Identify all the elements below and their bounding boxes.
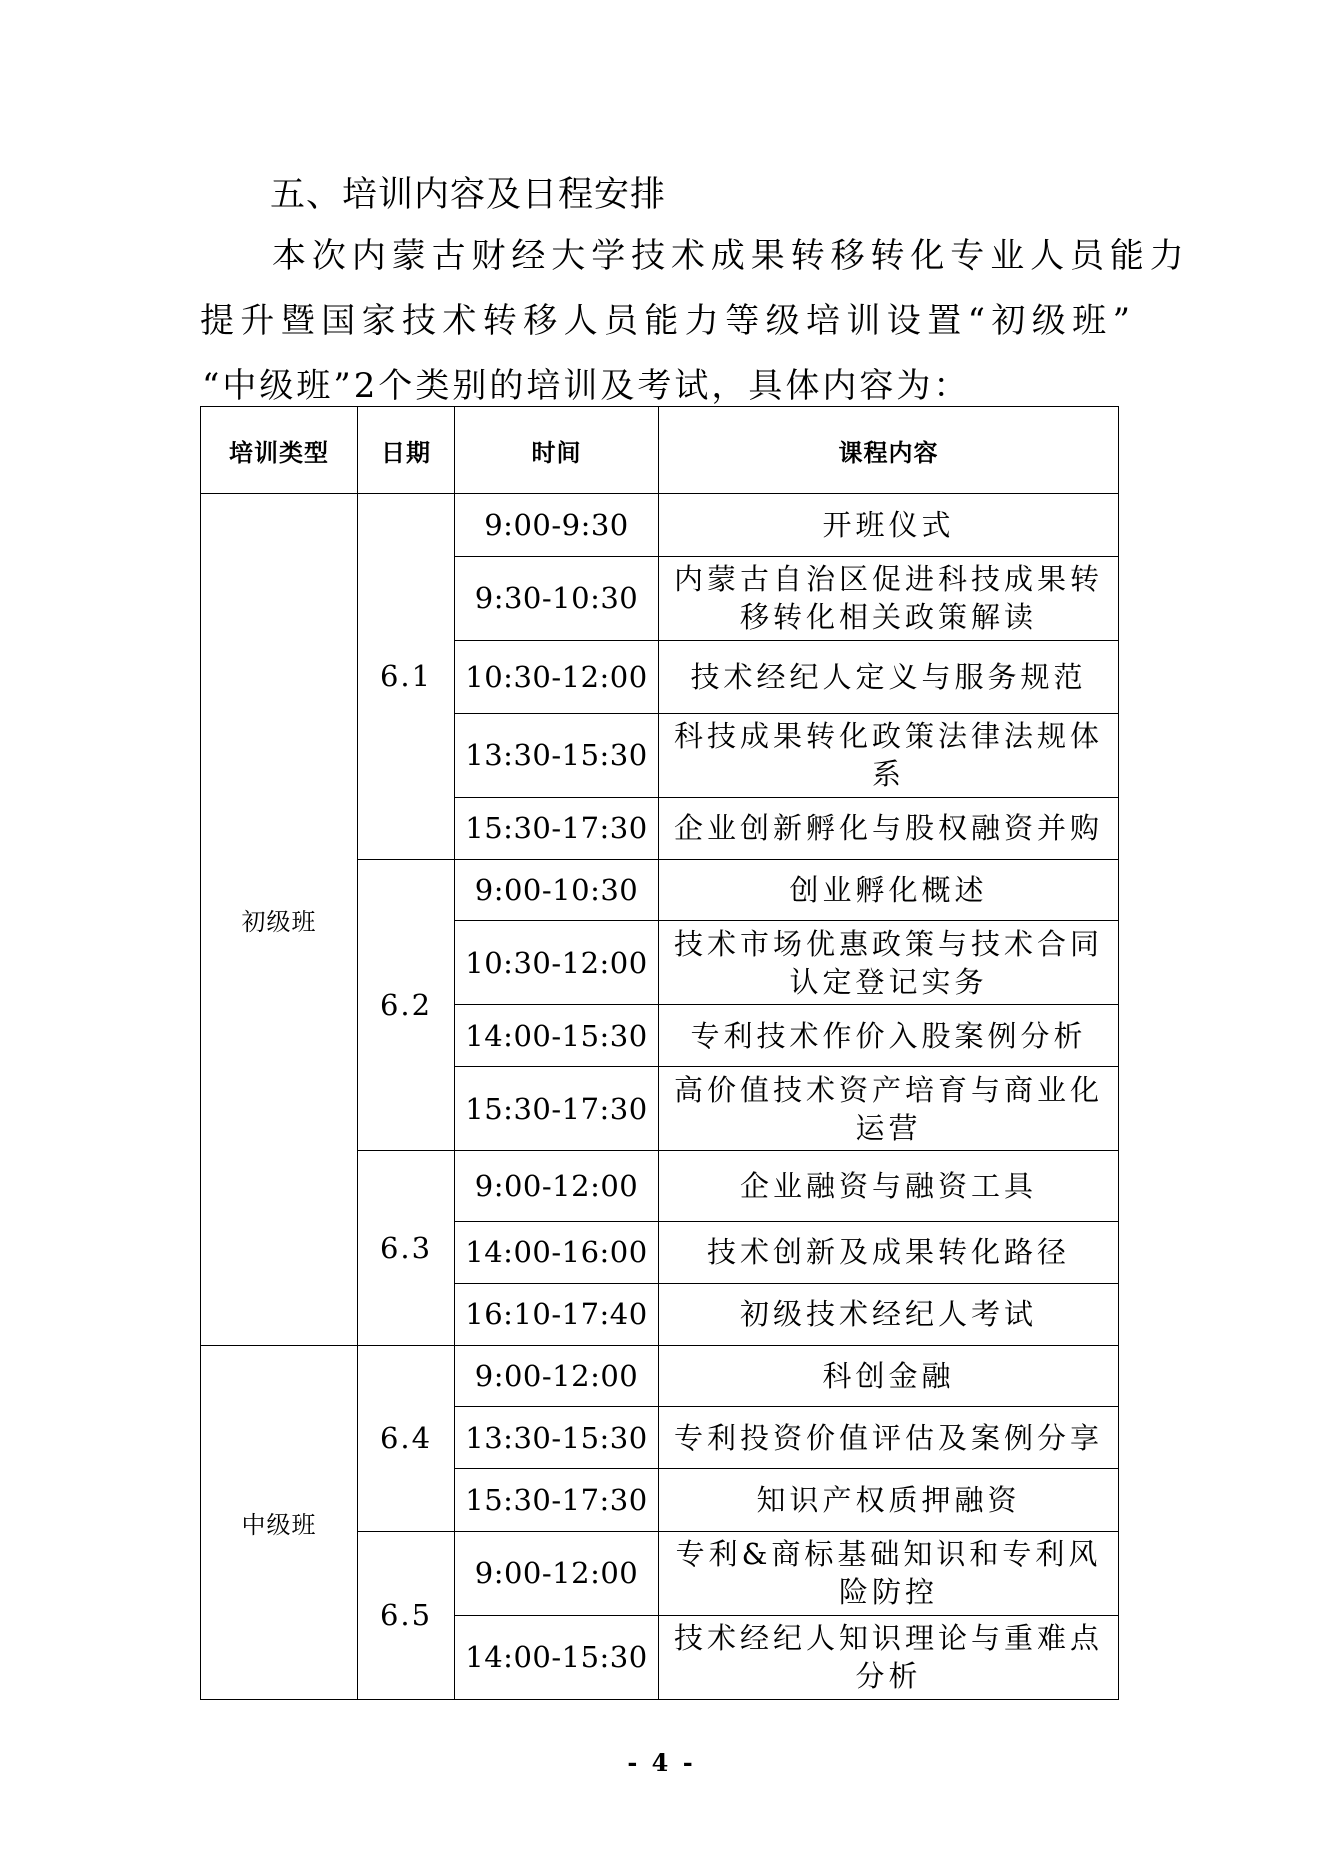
category-cell: 中级班 — [201, 1345, 358, 1700]
time-cell: 9:30-10:30 — [455, 556, 659, 640]
time-cell: 9:00-12:00 — [455, 1345, 659, 1407]
course-cell: 创业孵化概述 — [659, 859, 1119, 921]
header-time: 时间 — [455, 407, 659, 494]
date-cell: 6.4 — [358, 1345, 455, 1531]
intro-line-3: “中级班”2个类别的培训及考试，具体内容为： — [202, 366, 971, 406]
date-cell: 6.2 — [358, 859, 455, 1151]
intro-line-1: 本次内蒙古财经大学技术成果转移转化专业人员能力 — [272, 236, 1190, 276]
time-cell: 9:00-12:00 — [455, 1531, 659, 1615]
time-cell: 10:30-12:00 — [455, 921, 659, 1005]
course-cell: 企业创新孵化与股权融资并购 — [659, 797, 1119, 859]
table-header-row — [201, 407, 1119, 494]
header-training-type: 培训类型 — [201, 407, 358, 494]
date-cell: 6.3 — [358, 1151, 455, 1345]
time-cell: 13:30-15:30 — [455, 1407, 659, 1469]
intro-line-2: 提升暨国家技术转移人员能力等级培训设置“初级班” — [200, 301, 1137, 341]
course-cell: 专利&商标基础知识和专利风险防控 — [659, 1531, 1119, 1615]
time-cell: 15:30-17:30 — [455, 1067, 659, 1151]
time-cell: 9:00-9:30 — [455, 494, 659, 557]
course-cell: 开班仪式 — [659, 494, 1119, 557]
course-cell: 技术市场优惠政策与技术合同认定登记实务 — [659, 921, 1119, 1005]
training-schedule-table — [200, 406, 1119, 1700]
time-cell: 9:00-10:30 — [455, 859, 659, 921]
time-cell: 14:00-15:30 — [455, 1005, 659, 1067]
course-cell: 知识产权质押融资 — [659, 1469, 1119, 1532]
course-cell: 内蒙古自治区促进科技成果转移转化相关政策解读 — [659, 556, 1119, 640]
table-row — [201, 1345, 1119, 1407]
course-cell: 专利投资价值评估及案例分享 — [659, 1407, 1119, 1469]
course-cell: 技术经纪人定义与服务规范 — [659, 640, 1119, 713]
page-number: - 4 - — [627, 1748, 696, 1777]
category-cell: 初级班 — [201, 494, 358, 1346]
time-cell: 14:00-15:30 — [455, 1615, 659, 1699]
time-cell: 15:30-17:30 — [455, 1469, 659, 1532]
course-cell: 技术经纪人知识理论与重难点分析 — [659, 1615, 1119, 1699]
header-date: 日期 — [358, 407, 455, 494]
time-cell: 14:00-16:00 — [455, 1221, 659, 1283]
time-cell: 16:10-17:40 — [455, 1283, 659, 1345]
time-cell: 13:30-15:30 — [455, 713, 659, 797]
course-cell: 初级技术经纪人考试 — [659, 1283, 1119, 1345]
time-cell: 10:30-12:00 — [455, 640, 659, 713]
course-cell: 专利技术作价入股案例分析 — [659, 1005, 1119, 1067]
header-course: 课程内容 — [659, 407, 1119, 494]
course-cell: 科创金融 — [659, 1345, 1119, 1407]
table-row — [201, 494, 1119, 557]
course-cell: 科技成果转化政策法律法规体系 — [659, 713, 1119, 797]
course-cell: 技术创新及成果转化路径 — [659, 1221, 1119, 1283]
date-cell: 6.1 — [358, 494, 455, 860]
course-cell: 企业融资与融资工具 — [659, 1151, 1119, 1222]
time-cell: 9:00-12:00 — [455, 1151, 659, 1222]
time-cell: 15:30-17:30 — [455, 797, 659, 859]
date-cell: 6.5 — [358, 1531, 455, 1699]
course-cell: 高价值技术资产培育与商业化运营 — [659, 1067, 1119, 1151]
section-heading: 五、培训内容及日程安排 — [270, 175, 667, 215]
table-body — [201, 494, 1119, 1700]
